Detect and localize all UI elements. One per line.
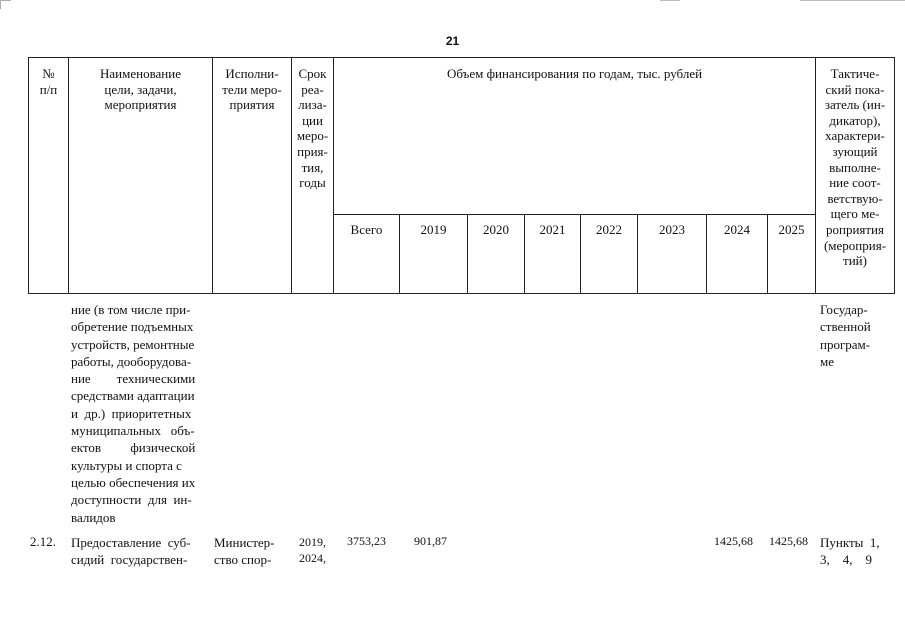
years-divider: [333, 214, 815, 215]
page-corner-mark: [0, 0, 11, 9]
header-year-2025: 2025: [778, 222, 805, 237]
top-edge-mark: [800, 0, 905, 1]
header-indicator: Тактиче- ский пока- затель (ин- дикатор), характери- зующий выполне- ние соот- ветствую- щего ме- роприятия (мероприя- тий): [823, 66, 887, 269]
row-name-continuation: ние (в том числе при- обретение подъемных устройств, ремонтные работы, дооборудова- ние техническими средствами адаптации и др.) приоритетных муниципальных объ- ектов физической культуры и спорта с целью обеспечения их доступности для ин- валидов: [71, 302, 196, 525]
column-border: [333, 57, 334, 294]
header-year-2023: 2023: [659, 222, 685, 237]
header-year-2021: 2021: [539, 222, 566, 237]
column-border: [894, 57, 895, 294]
header-year-2019: 2019: [420, 222, 447, 237]
header-funding: Объем финансирования по годам, тыс. рублей: [446, 66, 703, 81]
header-total: Всего: [350, 222, 383, 237]
header-year-2024: 2024: [724, 222, 750, 237]
table-top-border: [28, 57, 895, 58]
header-year-2020: 2020: [483, 222, 509, 237]
header-period: Срок реа- лиза- ции меро- прия- тия, годы: [296, 66, 329, 191]
row-period: 2019, 2024,: [299, 535, 326, 565]
row-2024: 1425,68: [714, 534, 753, 548]
header-year-2022: 2022: [596, 222, 622, 237]
row-indicator: Пункты 1, 3, 4, 9: [820, 535, 880, 567]
page-number: 21: [445, 34, 460, 48]
row-2019: 901,87: [414, 534, 447, 548]
row-2025: 1425,68: [769, 534, 808, 548]
row-total: 3753,23: [347, 534, 386, 548]
row-indicator-continuation: Государ- ственной програм- ме: [820, 302, 871, 369]
row-number: 2.12.: [30, 534, 56, 549]
row-name: Предоставление суб- сидий государствен-: [71, 535, 191, 567]
header-executors: Исполни- тели меро- приятия: [222, 66, 282, 113]
header-name: Наименование цели, задачи, мероприятия: [100, 66, 181, 113]
header-number: № п/п: [39, 66, 58, 97]
row-executor: Министер- ство спор-: [214, 535, 275, 567]
header-bottom-border: [28, 293, 895, 294]
top-edge-mark: [660, 0, 680, 1]
